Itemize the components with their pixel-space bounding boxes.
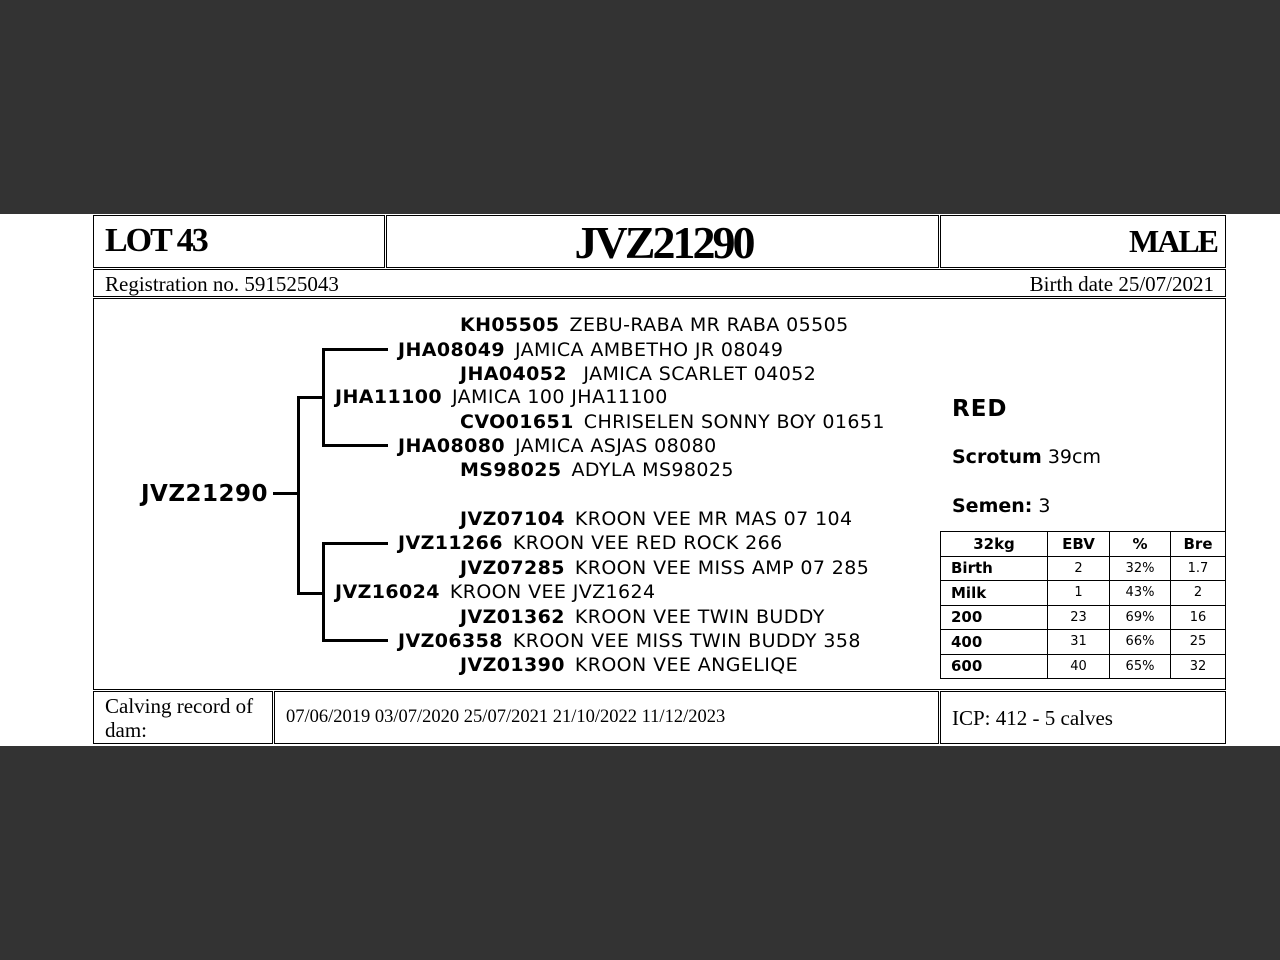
pedigree-entry-sire-dam: JHA08080 JAMICA ASJAS 08080 xyxy=(398,435,717,457)
table-row xyxy=(941,556,1226,581)
lot-number: LOT 43 xyxy=(105,222,207,259)
pedigree-entry-sire-sire-sire: KH05505 ZEBU-RABA MR RABA 05505 xyxy=(460,314,849,336)
table-cell: Birth xyxy=(941,556,1048,581)
column-header: Bre xyxy=(1171,532,1226,557)
calving-dates-box xyxy=(274,691,939,744)
dam-bracket xyxy=(322,542,325,642)
table-cell: 2 xyxy=(1048,556,1110,581)
table-row xyxy=(941,605,1226,630)
dam-dam-connector xyxy=(322,639,388,642)
animal-id-title: JVZ21290 xyxy=(574,217,753,268)
table-cell: 65% xyxy=(1110,654,1171,679)
table-cell: 600 xyxy=(941,654,1048,679)
pedigree-entry-sire-sire-dam: JHA04052 JAMICA SCARLET 04052 xyxy=(460,363,817,385)
registration-number: Registration no. 591525043 xyxy=(105,272,339,296)
sex-box xyxy=(940,215,1226,268)
table-cell: 32 xyxy=(1171,654,1226,679)
pedigree-entry-sire-dam-dam: MS98025 ADYLA MS98025 xyxy=(460,459,734,481)
scrotum-measure: Scrotum 39cm xyxy=(952,446,1101,468)
table-cell: 31 xyxy=(1048,630,1110,655)
pedigree-subject: JVZ21290 xyxy=(141,481,269,507)
lot-box xyxy=(93,215,385,268)
column-header: % xyxy=(1110,532,1171,557)
table-row xyxy=(941,654,1226,679)
table-row xyxy=(941,630,1226,655)
sire-dam-connector xyxy=(322,444,388,447)
table-cell: 2 xyxy=(1171,581,1226,606)
subject-connector xyxy=(273,492,298,495)
colour-label: RED xyxy=(952,396,1008,422)
table-row xyxy=(941,581,1226,606)
registration-row xyxy=(93,269,1226,297)
pedigree-entry-dam-dam: JVZ06358 KROON VEE MISS TWIN BUDDY 358 xyxy=(398,630,861,652)
sire-bracket xyxy=(322,348,325,447)
parent-bracket xyxy=(297,396,300,594)
table-cell: 43% xyxy=(1110,581,1171,606)
icp-box xyxy=(940,691,1226,744)
icp-value: ICP: 412 - 5 calves xyxy=(952,706,1113,730)
table-cell: 40 xyxy=(1048,654,1110,679)
calving-record-label: Calving record of dam: xyxy=(105,694,254,742)
column-header: 32kg xyxy=(941,532,1048,557)
table-cell: 69% xyxy=(1110,605,1171,630)
pedigree-entry-sire: JHA11100 JAMICA 100 JHA11100 xyxy=(335,386,668,408)
table-cell: 23 xyxy=(1048,605,1110,630)
pedigree-entry-dam-sire-dam: JVZ07285 KROON VEE MISS AMP 07 285 xyxy=(460,557,870,579)
animal-id-box xyxy=(386,215,939,268)
calving-label-box xyxy=(93,691,273,744)
table-cell: 200 xyxy=(941,605,1048,630)
table-cell: 1.7 xyxy=(1171,556,1226,581)
table-cell: 25 xyxy=(1171,630,1226,655)
sex-label: MALE xyxy=(1129,223,1217,259)
dam-sire-connector xyxy=(322,542,388,545)
table-cell: 66% xyxy=(1110,630,1171,655)
pedigree-entry-sire-sire: JHA08049 JAMICA AMBETHO JR 08049 xyxy=(398,339,784,361)
table-cell: 400 xyxy=(941,630,1048,655)
table-header-row xyxy=(941,532,1226,557)
pedigree-entry-dam: JVZ16024 KROON VEE JVZ1624 xyxy=(335,581,656,603)
table-cell: 1 xyxy=(1048,581,1110,606)
pedigree-entry-dam-sire: JVZ11266 KROON VEE RED ROCK 266 xyxy=(398,532,783,554)
sire-sire-connector xyxy=(322,348,388,351)
pedigree-entry-dam-sire-sire: JVZ07104 KROON VEE MR MAS 07 104 xyxy=(460,508,853,530)
sire-connector xyxy=(297,396,324,399)
pedigree-entry-sire-dam-sire: CVO01651 CHRISELEN SONNY BOY 01651 xyxy=(460,411,885,433)
calving-dates: 07/06/2019 03/07/2020 25/07/2021 21/10/2022 11/12/2023 xyxy=(286,707,726,727)
table-cell: Milk xyxy=(941,581,1048,606)
semen-measure: Semen: 3 xyxy=(952,495,1051,517)
column-header: EBV xyxy=(1048,532,1110,557)
ebv-table xyxy=(940,531,1226,679)
pedigree-entry-dam-dam-dam: JVZ01390 KROON VEE ANGELIQE xyxy=(460,654,799,676)
table-cell: 16 xyxy=(1171,605,1226,630)
table-cell: 32% xyxy=(1110,556,1171,581)
dam-connector xyxy=(297,592,324,595)
birth-date: Birth date 25/07/2021 xyxy=(1029,272,1214,296)
pedigree-entry-dam-dam-sire: JVZ01362 KROON VEE TWIN BUDDY xyxy=(460,606,825,628)
